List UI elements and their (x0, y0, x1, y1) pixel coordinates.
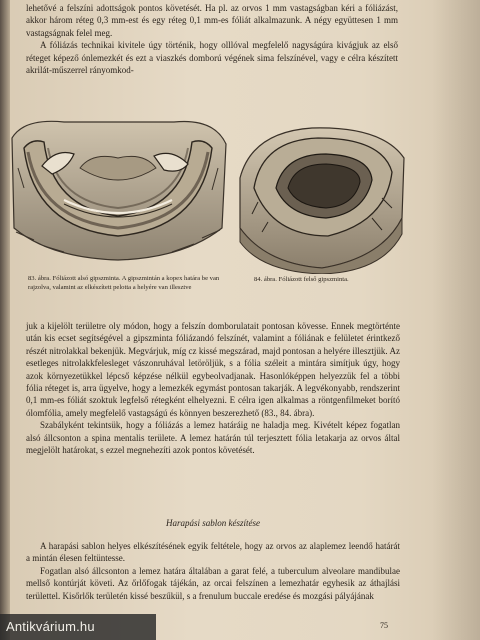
page-number: 75 (380, 621, 388, 630)
figure-84-caption: 84. ábra. Fóliázott felső gipszminta. (254, 276, 349, 283)
paragraph: Szabályként tekintsük, hogy a fóliázás a lemez határáig ne haladja meg. Kivételt képez fogatlan alsó állcsonton a spina mentalis területe. A lemez határán túl terjesztett fólia letakarja az orvos által megjelölt határokat, s ezzel megnehezíti azok pontos követését. (26, 420, 400, 456)
book-spine (0, 0, 10, 640)
figure-83-caption: 83. ábra. Fóliázott alsó gipszminta. A gipszmintán a kopex határa be van rajzolva, valamint az elkészített pelotta a helyére van illesztve (28, 275, 220, 291)
paragraph: A fóliázás technikai kivitele úgy történik, hogy olllóval megfelelő nagyságúra kivágjuk az első réteget képező ónlemezkét és ezt a viaszkés domború végének sima felszínével, vagy e célra készített akrilát-műszerrel rányomkod- (26, 40, 398, 76)
middle-text-block (26, 320, 400, 456)
watermark: Antikvárium.hu (0, 614, 156, 640)
paragraph: lehetővé a felszíni adottságok pontos követését. Ha pl. az orvos 1 mm vastagságban kéri a fóliázást, akkor három réteg 0,3 mm-est és egy réteg 0,1 mm-es fóliát alkalmazunk. A négy együttesen 1 mm vastagságnak felel meg. (26, 3, 398, 38)
paragraph: A harapási sablon helyes elkészítésének egyik feltétele, hogy az orvos az alaplemez leendő határát a mintán élesen feltüntesse. (26, 541, 400, 564)
bottom-text-block (26, 540, 400, 602)
section-heading: Harapási sablon készítése (166, 518, 260, 528)
figure-83-lower-cast (4, 108, 232, 268)
paragraph: juk a kijelölt területre oly módon, hogy a felszín domborulatait pontosan kövesse. Ennek megtörténte után kis ecset segítségével a gipszminta fóliázandó felszínét, valamint a fóliának e felületet érintkező részét nitrolakkal bekenjük. Megvárjuk, míg cz kissé megszárad, majd pontosan a helyére illesztjük. Az esetleges nitrolakkfelesleget vászonruhával letöröljük, s a fólia széleit a mintára simítjuk úgy, hogy azok környezetükkel lépcső képzése nélkül egybeolvadjanak. Hasonlóképpen helyezzük fel a többi fólia réteget is, arra ügyelve, hogy a lemezkék egymást pontosan takarják. A legvékonyabb, rendszerint 0,1 mm-es fóliát szoktuk legfelső rétegként elhelyezni. E célra igen alkalmas a röntgenfilmeket borító ólomfólia, amely megfelelő vastagságú és könnyen beszerezhető (83., 84. ábra). (26, 321, 400, 418)
paragraph: Fogatlan alsó állcsonton a lemez határa általában a garat felé, a tuberculum alveolare mandibulae mellső kontúrját követi. Az őrlőfogak tájékán, az orcai felszínen a lemezhatár egyhesik az áthajlási területtel. Kisőrlők területén kissé beszűkül, s a frenulum buccale eredése és mozgási pályájának (26, 565, 400, 601)
page-shadow (432, 0, 480, 640)
figure-84-upper-cast (232, 118, 410, 274)
top-text-block (26, 2, 398, 76)
